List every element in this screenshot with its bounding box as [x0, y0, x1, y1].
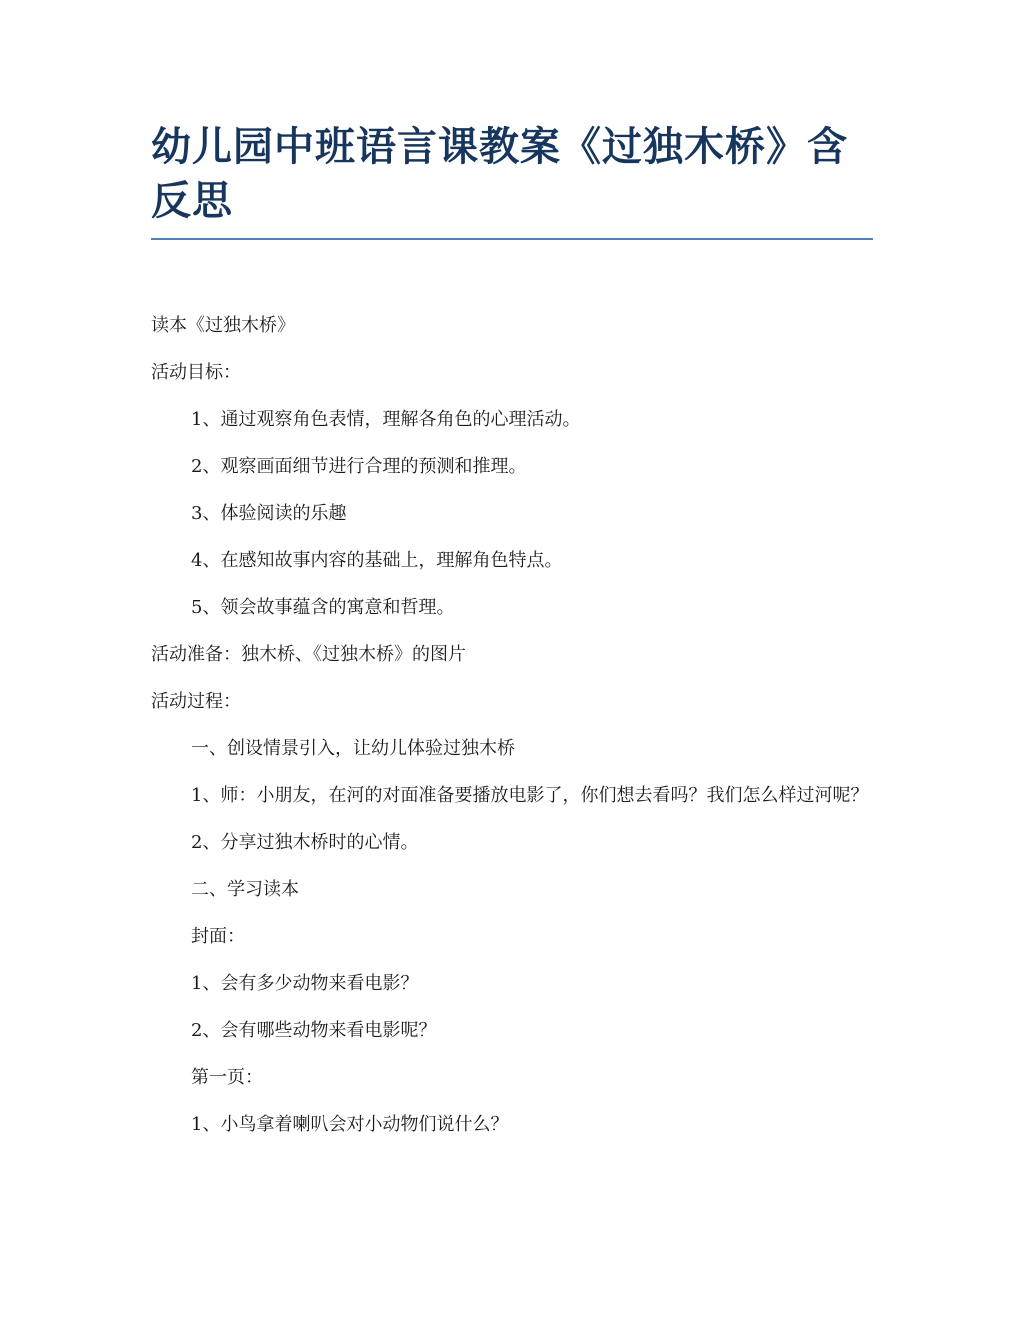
- paragraph-page-1-question-1: 1、小鸟拿着喇叭会对小动物们说什么？: [191, 1114, 509, 1135]
- paragraph-goal-5: 5、领会故事蕴含的寓意和哲理。: [191, 597, 455, 618]
- paragraph-cover-question-2: 2、会有哪些动物来看电影呢？: [191, 1020, 437, 1041]
- paragraph-section-1-heading: 一、创设情景引入，让幼儿体验过独木桥: [191, 738, 515, 759]
- paragraph-teacher-question: 1、师：小朋友，在河的对面准备要播放电影了，你们想去看吗？我们怎么样过河呢？: [191, 785, 869, 806]
- paragraph-page-1-heading: 第一页：: [191, 1067, 263, 1088]
- paragraph-goal-1: 1、通过观察角色表情，理解各角色的心理活动。: [191, 409, 581, 430]
- paragraph-cover-question-1: 1、会有多少动物来看电影？: [191, 973, 419, 994]
- title-divider: [151, 238, 873, 240]
- page-title: 幼儿园中班语言课教案《过独木桥》含反思: [151, 124, 848, 224]
- paragraph-preparation: 活动准备：独木桥、《过独木桥》的图片: [151, 644, 466, 665]
- paragraph-reader-title: 读本《过独木桥》: [151, 315, 295, 336]
- paragraph-goal-3: 3、体验阅读的乐趣: [191, 503, 347, 524]
- paragraph-goal-2: 2、观察画面细节进行合理的预测和推理。: [191, 456, 527, 477]
- paragraph-share-feelings: 2、分享过独木桥时的心情。: [191, 832, 419, 853]
- paragraph-process-heading: 活动过程：: [151, 691, 241, 712]
- paragraph-goals-heading: 活动目标：: [151, 362, 241, 383]
- paragraph-cover-heading: 封面：: [191, 926, 245, 947]
- paragraph-section-2-heading: 二、学习读本: [191, 879, 299, 900]
- document-body: [151, 313, 873, 1159]
- paragraph-goal-4: 4、在感知故事内容的基础上，理解角色特点。: [191, 550, 563, 571]
